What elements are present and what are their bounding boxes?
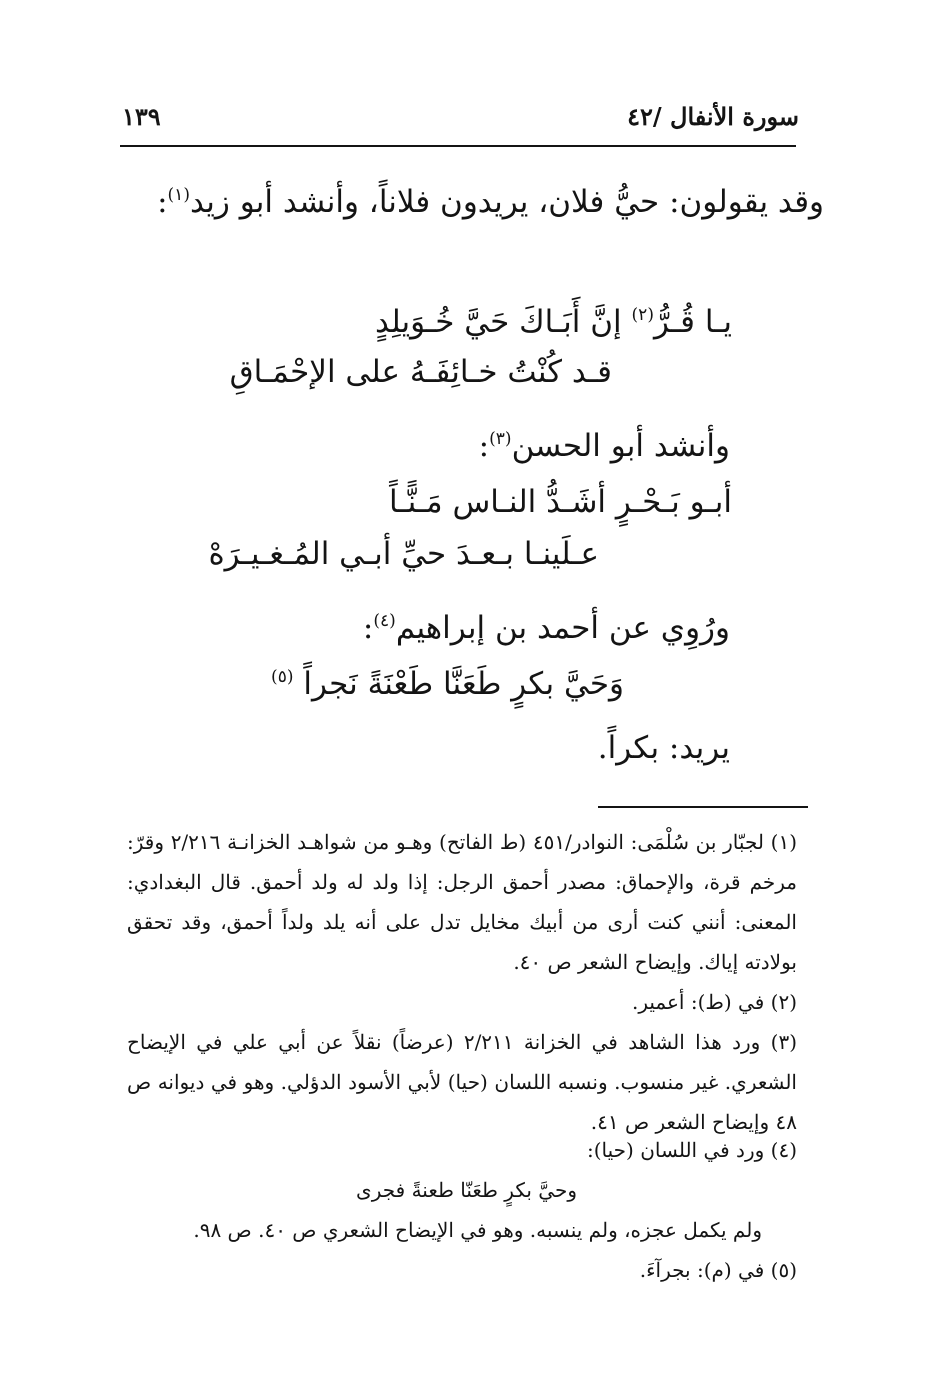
footnote-2: (٢) في (ط): أعمير. [632,990,797,1014]
footnote-3: (٣) ورد هذا الشاهد في الخزانة ٢/٢١١ (عرضاً) نقلاً عن أبي علي في الإيضاح الشعري. غير منسوب. ونسبه اللسان (حيا) لأبي الأسود الدؤلي. وهو في ديوانه ص ٤٨ وإيضاح الشعر ص ٤١. [127,1030,797,1134]
footnote-4-verse: وحيَّ بكرٍ طعَنّا طعنةً فجرى [356,1178,577,1202]
intro-abu-al-hasan [479,420,730,472]
verse1-line2: قـد كُنْتُ خـائِفَـهُ على الإحْمَـاقِ [229,354,612,390]
intro-abu-al-hasan-text: وأنشد أبو الحسن [511,428,730,464]
header-rule [120,145,796,147]
intro-ahmad-colon: : [362,610,374,646]
footnote-5: (٥) في (م): بجرآءَ. [639,1258,797,1282]
closing-line: يريد: بكراً. [597,730,730,766]
footnote-4-continuation: ولم يكمل عجزه، ولم ينسبه. وهو في الإيضاح الشعري ص ٤٠. ص ٩٨. [193,1218,762,1242]
verse2-line1: أبـو بَـحْـرٍ أشَـدُّ النـاس مَـنًّـاً [389,484,732,520]
verse2-line2: عـلَينـا بـعـدَ حيِّ أبـي المُـغـيـرَهْ [208,536,599,572]
footnote-1: (١) لجبّار بن سُلْمَى: النوادر/٤٥١ (ط الفاتح) وهـو من شواهـد الخزانـة ٢/٢١٦ وقرّ: مرخم قرة، والإحماق: مصدر أحمق الرجل: إذا ولد له ولد أحمق. قال البغدادي: المعنى: أنني كنت أرى من أبيك مخايل تدل على أنه يلد ولداً أحمق، وقد تحقق بولادته إياك. وإيضاح الشعر ص ٤٠. [127,830,797,974]
intro-ahmad-text: ورُوِي عن أحمد بن إبراهيم [395,610,730,646]
intro-ahmad-ibn-ibrahim [363,602,730,654]
running-header-title: سورة الأنفال /٤٢ [627,102,799,131]
paragraph-intro-text: وقد يقولون: حيُّ فلان، يريدون فلاناً، وأنشد أبو زيد [189,184,824,220]
footnote-ref-2: (٢) [631,305,654,326]
footnote-4: (٤) ورد في اللسان (حيا): [587,1138,797,1162]
verse1-line1 [375,296,732,348]
paragraph-intro [134,176,824,228]
verse1-line1-start: يـا قُـرُّ [653,304,732,340]
paragraph-intro-colon: : [157,184,168,220]
verse3 [271,658,624,710]
footnote-ref-4: (٤) [373,611,396,632]
footnote-separator [598,806,808,808]
footnote-ref-1: (١) [167,185,190,206]
verse1-line1-rest: إنَّ أَبَـاكَ حَيَّ خُـوَيلِدٍ [374,304,622,340]
footnote-ref-3: (٣) [489,429,512,450]
footnote-ref-5: (٥) [271,667,294,688]
intro-abu-al-hasan-colon: : [478,428,490,464]
verse3-text: وَحَيَّ بكرٍ طَعَنَّا طَعْنَةً نَجراً [303,666,624,702]
page-number: ١٣٩ [122,102,161,131]
